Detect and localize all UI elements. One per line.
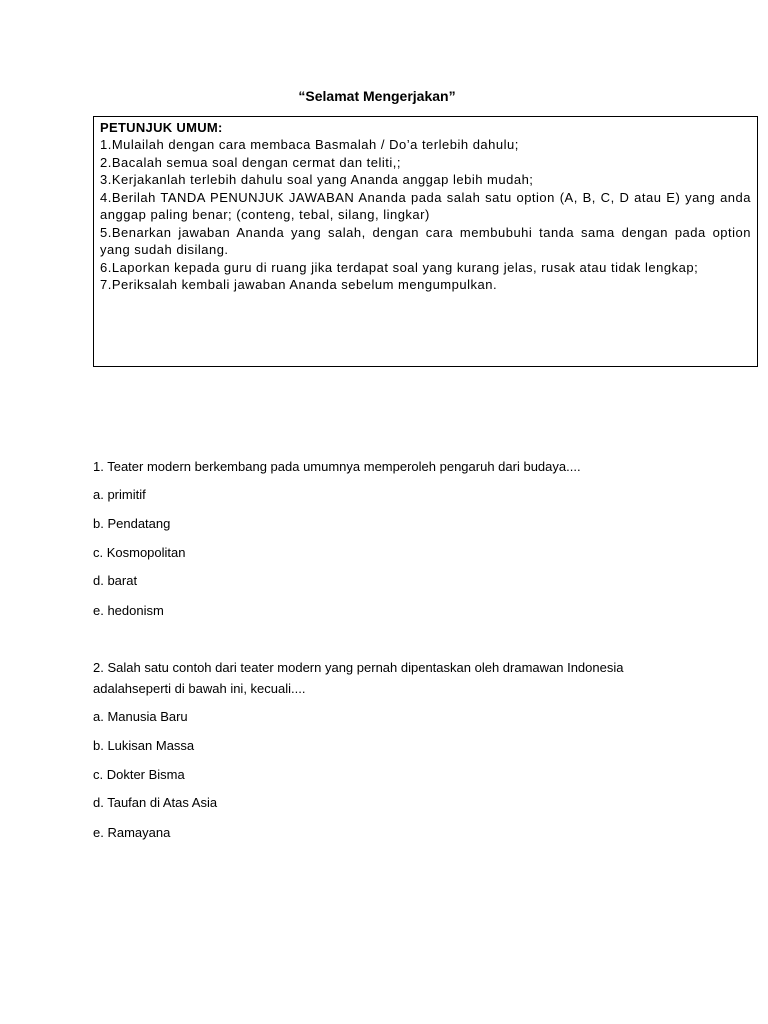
question-2-option-e[interactable]: e. Ramayana (93, 825, 171, 840)
instruction-item-7: 7.Periksalah kembali jawaban Ananda sebelum mengumpulkan. (100, 277, 498, 292)
question-1-option-a[interactable]: a. primitif (93, 487, 146, 502)
instruction-item-6: 6.Laporkan kepada guru di ruang jika terdapat soal yang kurang jelas, rusak atau tidak lengkap; (100, 259, 699, 275)
question-1-option-d[interactable]: d. barat (93, 573, 138, 588)
question-2-option-c[interactable]: c. Dokter Bisma (93, 767, 185, 782)
instructions-heading: PETUNJUK UMUM: (100, 120, 223, 135)
question-2-option-a[interactable]: a. Manusia Baru (93, 709, 188, 724)
instructions-box (93, 116, 758, 367)
instruction-item-4: 4.Berilah TANDA PENUNJUK JAWABAN Ananda pada salah satu option (A, B, C, D atau E) yang anda anggap paling benar; (conteng, tebal, silang, lingkar) (100, 189, 751, 222)
page-title: “Selamat Mengerjakan” (298, 88, 456, 104)
question-2-option-d[interactable]: d. Taufan di Atas Asia (93, 795, 218, 810)
question-1: 1. Teater modern berkembang pada umumnya memperoleh pengaruh dari budaya.... (93, 459, 581, 474)
instruction-item-1: 1.Mulailah dengan cara membaca Basmalah / Do’a terlebih dahulu; (100, 137, 519, 152)
question-1-option-b[interactable]: b. Pendatang (93, 516, 171, 531)
instruction-item-5: 5.Benarkan jawaban Ananda yang salah, dengan cara membubuhi tanda sama dengan pada option yang sudah disilang. (100, 224, 751, 257)
instruction-item-3: 3.Kerjakanlah terlebih dahulu soal yang Ananda anggap lebih mudah; (100, 172, 534, 187)
question-1-option-c[interactable]: c. Kosmopolitan (93, 545, 186, 560)
question-2-option-b[interactable]: b. Lukisan Massa (93, 738, 195, 753)
question-1-option-e[interactable]: e. hedonism (93, 603, 164, 618)
instruction-item-2: 2.Bacalah semua soal dengan cermat dan teliti,; (100, 154, 402, 170)
question-2: 2. Salah satu contoh dari teater modern yang pernah dipentaskan oleh dramawan Indonesia adalahseperti di bawah ini, kecuali.... (93, 660, 624, 696)
